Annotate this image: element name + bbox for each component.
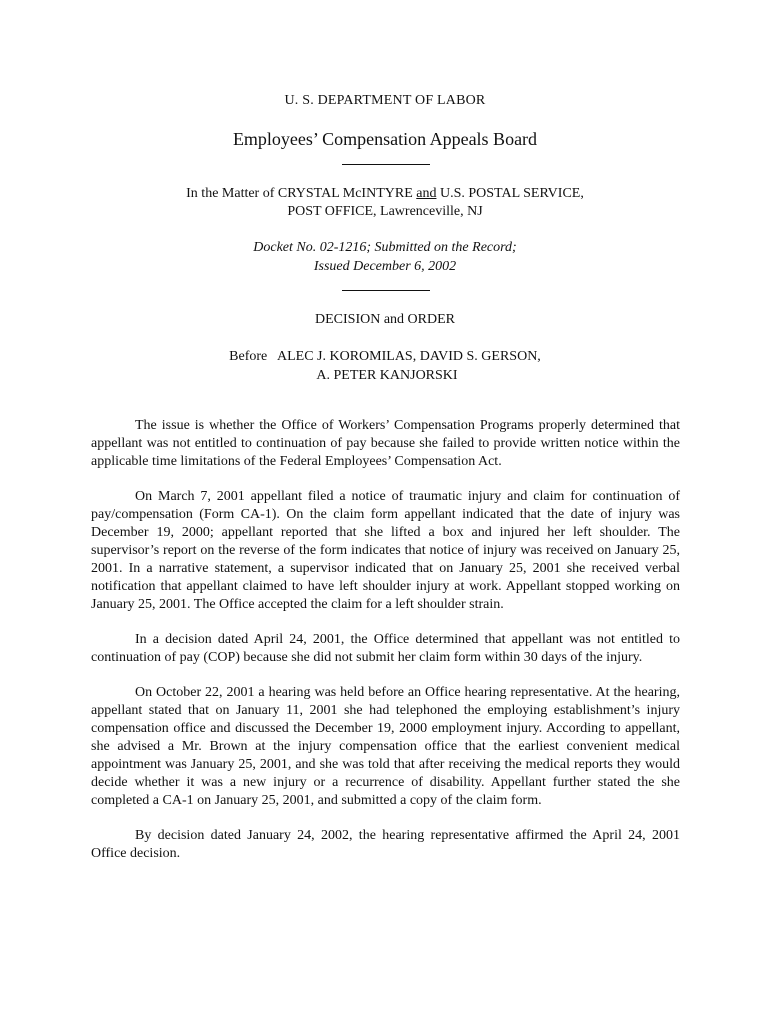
docket-line-1: Docket No. 02-1216; Submitted on the Record; — [253, 240, 517, 255]
matter-caption — [0, 185, 770, 221]
body-paragraph: By decision dated January 24, 2002, the hearing representative affirmed the April 24, 2001 Office decision. — [91, 828, 680, 861]
decision-title: DECISION and ORDER — [315, 312, 455, 327]
divider-rule — [342, 164, 430, 165]
department-heading: U. S. DEPARTMENT OF LABOR — [284, 93, 486, 108]
matter-line-2: POST OFFICE, Lawrenceville, NJ — [287, 204, 483, 219]
body-paragraph: On October 22, 2001 a hearing was held before an Office hearing representative. At the hearing, appellant stated that on January 11, 2001 she had telephoned the employing establishment’s injury compensation office and discussed the December 19, 2000 employment injury. According to appellant, she advised a Mr. Brown at the injury compensation office that the earliest convenient medical appointment was January 25, 2001, and she was told that after receiving the medical reports they would decide whether it was a new injury or a recurrence of disability. Appellant further stated the she completed a CA-1 on January 25, 2001, and submitted a copy of the claim form. — [91, 685, 680, 808]
body-paragraph: On March 7, 2001 appellant filed a notice of traumatic injury and claim for continuation of pay/compensation (Form CA-1). On the claim form appellant indicated that the date of injury was December 19, 2000; appellant reported that she lifted a box and injured her left shoulder. The supervisor’s report on the reverse of the form indicates that notice of injury was received on January 25, 2001. In a narrative statement, a supervisor indicated that on January 25, 2001 she received verbal notification that appellant claimed to have left shoulder injury at work. Appellant stopped working on January 25, 2001. The Office accepted the claim for a left shoulder strain. — [91, 489, 680, 612]
docket-line-2: Issued December 6, 2002 — [313, 259, 457, 274]
decision-body — [91, 417, 680, 880]
before-line-2: A. PETER KANJORSKI — [316, 368, 458, 383]
board-title: Employees’ Compensation Appeals Board — [232, 129, 538, 149]
body-paragraph: The issue is whether the Office of Workers’ Compensation Programs properly determined that appellant was not entitled to continuation of pay because she failed to provide written notice within the applicable time limitations of the Federal Employees’ Compensation Act. — [91, 418, 680, 469]
divider-rule — [342, 290, 430, 291]
matter-line-1 — [0, 185, 770, 203]
matter-prefix: In the Matter of CRYSTAL McINTYRE — [186, 186, 417, 201]
before-panel — [0, 347, 770, 385]
matter-and: and — [416, 186, 437, 201]
body-paragraph: In a decision dated April 24, 2001, the Office determined that appellant was not entitled to continuation of pay (COP) because she did not submit her claim form within 30 days of the injury. — [91, 632, 680, 665]
docket-info — [0, 238, 770, 276]
matter-suffix: U.S. POSTAL SERVICE, — [436, 186, 584, 201]
before-line-1: Before ALEC J. KOROMILAS, DAVID S. GERSON, — [229, 349, 541, 364]
